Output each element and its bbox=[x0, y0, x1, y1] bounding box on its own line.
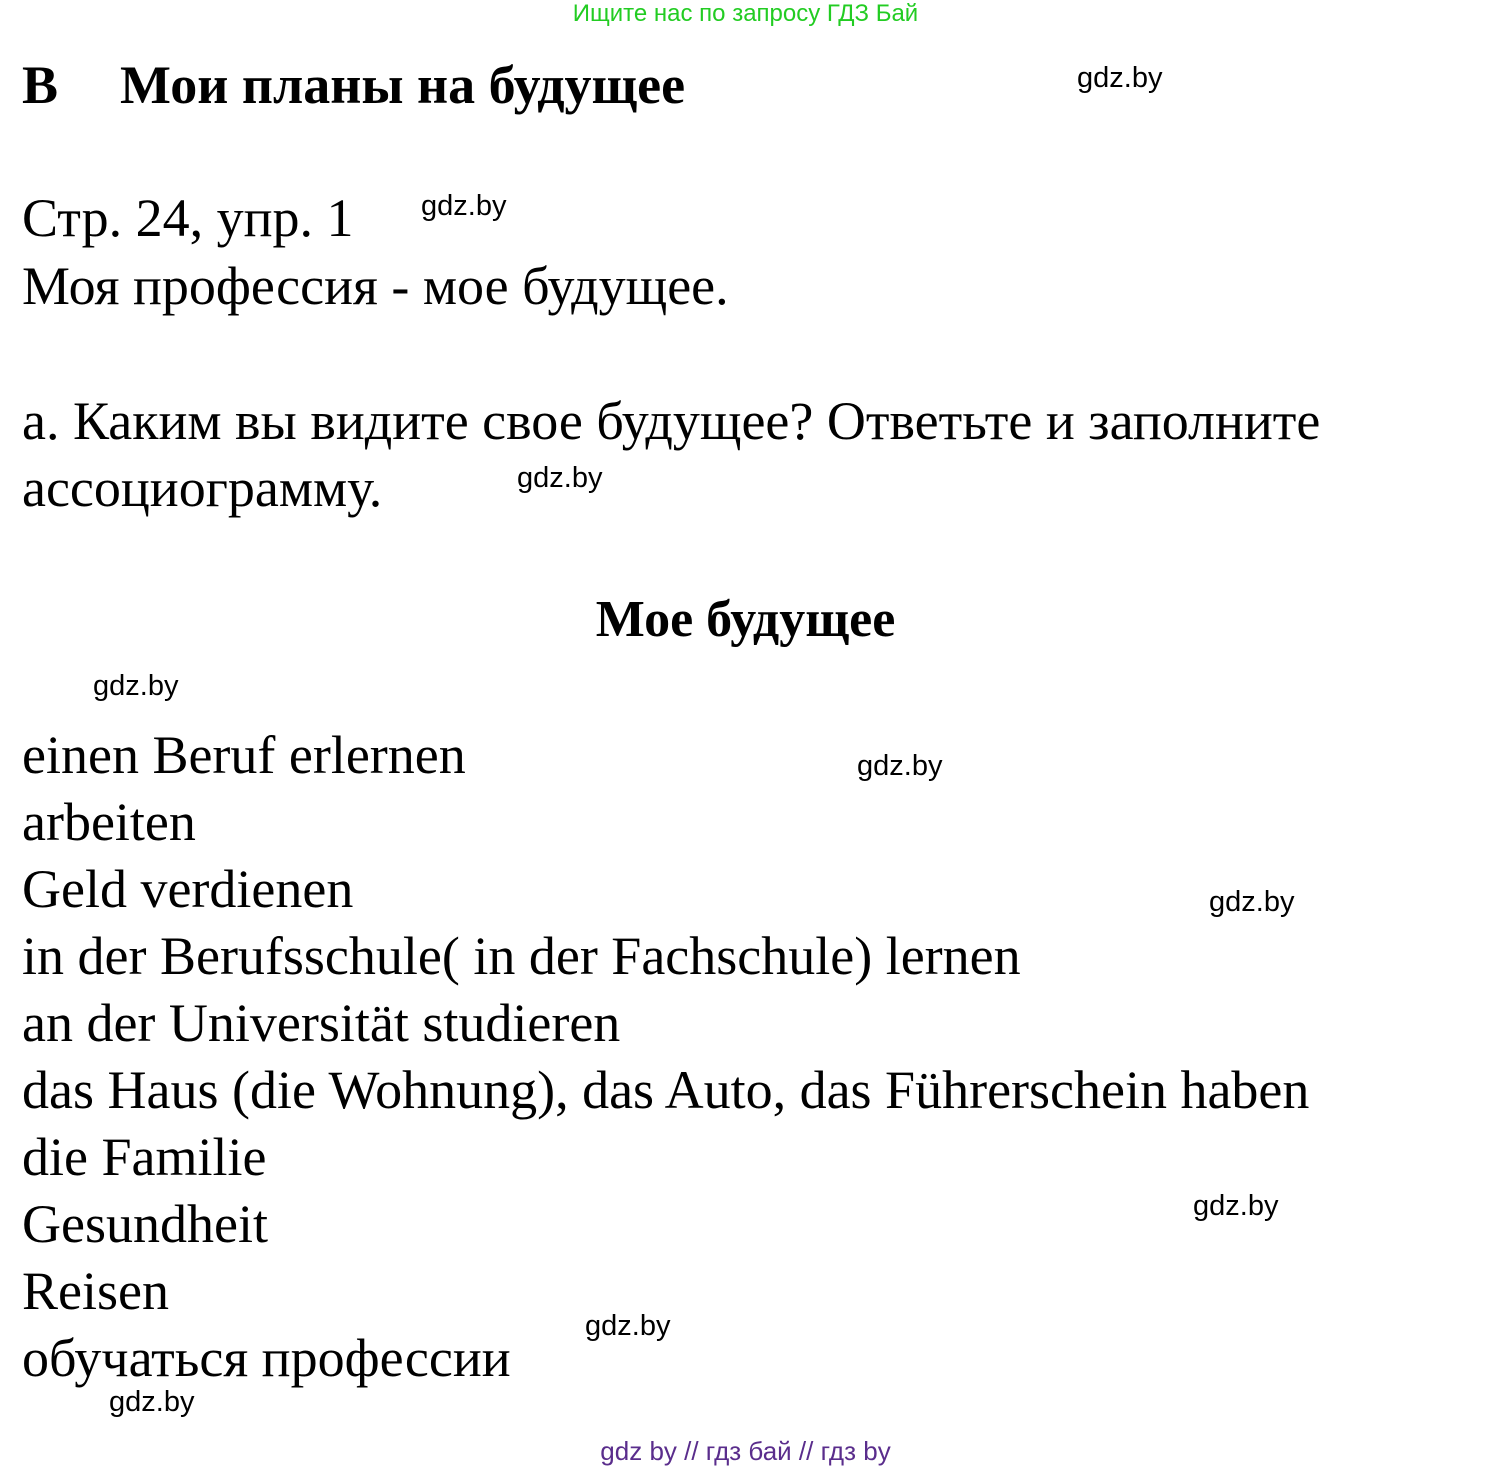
exercise-reference: Стр. 24, упр. 1 bbox=[22, 188, 354, 248]
watermark: gdz.by bbox=[421, 190, 507, 222]
watermark: gdz.by bbox=[1193, 1190, 1279, 1222]
list-item: die Familie bbox=[22, 1127, 267, 1187]
list-item: einen Beruf erlernen bbox=[22, 725, 466, 785]
section-title: Мои планы на будущее bbox=[120, 55, 686, 115]
list-item: das Haus (die Wohnung), das Auto, das Führerschein haben bbox=[22, 1060, 1310, 1120]
list-item: Gesundheit bbox=[22, 1194, 268, 1254]
footer: gdz by // гдз бай // гдз by bbox=[600, 1436, 891, 1466]
list-item: in der Berufsschule( in der Fachschule) lernen bbox=[22, 926, 1021, 986]
list-item: Reisen bbox=[22, 1261, 169, 1321]
watermark: gdz.by bbox=[109, 1386, 195, 1418]
watermark: gdz.by bbox=[517, 462, 603, 494]
watermark: gdz.by bbox=[857, 750, 943, 782]
task-text-line-1: а. Каким вы видите свое будущее? Ответьте и заполните bbox=[22, 391, 1321, 451]
list-item: обучаться профессии bbox=[22, 1328, 511, 1388]
task-text-line-2: ассоциограмму. bbox=[22, 458, 383, 518]
subheading: Мое будущее bbox=[595, 591, 896, 648]
top-banner: Ищите нас по запросу ГДЗ Бай bbox=[572, 0, 919, 27]
list-item: Geld verdienen bbox=[22, 859, 354, 919]
watermark: gdz.by bbox=[585, 1310, 671, 1342]
exercise-topic: Моя профессия - мое будущее. bbox=[22, 256, 729, 316]
list-item: an der Universität studieren bbox=[22, 993, 621, 1053]
section-letter: В bbox=[22, 55, 59, 115]
list-item: arbeiten bbox=[22, 792, 196, 852]
watermark: gdz.by bbox=[1209, 886, 1295, 918]
watermark: gdz.by bbox=[1077, 62, 1163, 94]
watermark: gdz.by bbox=[93, 670, 179, 702]
